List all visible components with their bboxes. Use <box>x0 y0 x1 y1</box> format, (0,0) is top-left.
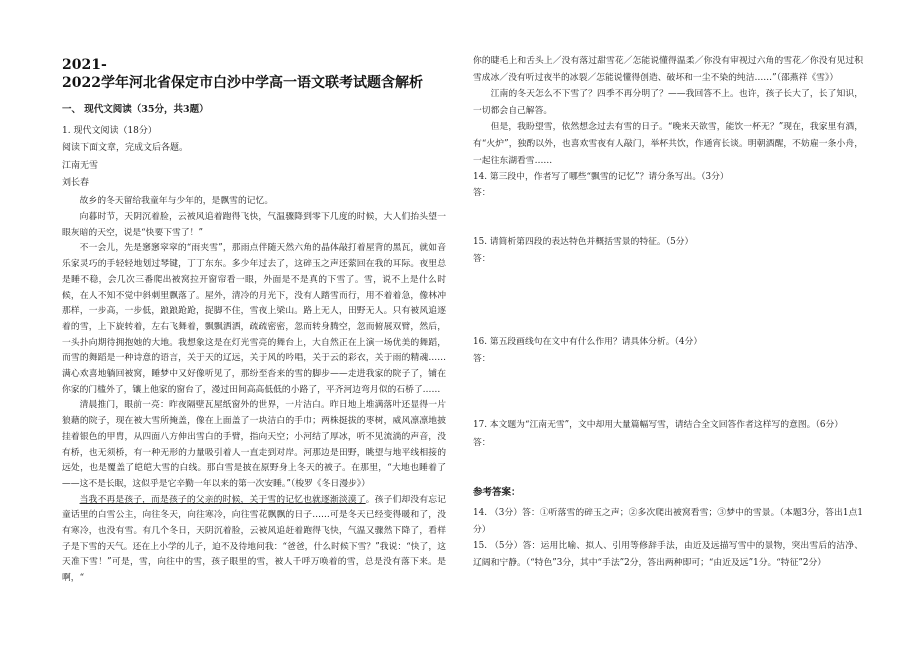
reference-answers-heading: 参考答案： <box>473 487 521 498</box>
answer-label-14: 答： <box>473 188 491 198</box>
document-title-line1: 2021- <box>62 57 107 73</box>
answer-label-15: 答： <box>473 254 491 264</box>
underlined-sentence: 当我不再是孩子，而是孩子的父亲的时候，关于雪的记忆也就逐渐淡漠了 <box>79 494 366 505</box>
article-body-right <box>473 53 863 186</box>
answer-label-17: 答： <box>473 438 491 448</box>
article-paragraph-1: 故乡的冬天留给我童年与少年的，是飘雪的记忆。 <box>79 196 274 206</box>
article-paragraph-3: 不一会儿，先是窸窸窣窣的“雨夹雪”，那雨点伴随天然六角的晶体敲打着屋背的黑瓦，就如音乐家灵巧的手轻轻地划过琴键，丁丁东东。多少年过去了，这碎玉之声还萦回在我的耳际。夜里总是睡不稳，会几次三番爬出被窝拉开窗帘看一眼，外面是不是真的下雪了。雪，说不上是什么时候，在人不知不觉中斜刺里飘落了。屋外，清冷的月光下，没有人踏雪而行，用不着着急，像林冲那样，一步高，一步低，踉踉跄跄，捉脚不住，雪夜上梁山。路上无人，田野无人。只有被风追逐着的雪，上下旋转着，左右飞舞着，飘飘洒洒，疏疏密密，忽而转身腾空，忽而俯展双臂，然后，一头扑向期待拥抱她的大地。我想象这是在灯光雪亮的舞台上，大自然正在上演一场优美的舞蹈，而雪的舞蹈是一种诗意的语言，关于天的辽远，关于风的吟唱，关于云的彩衣，关于雨的精魂……满心欢喜地躺回被窝，睡梦中又好像听见了，那纷至沓来的雪的脚步——走进我家的院子了，铺在你家的门槛外了，镶上他家的窗台了，漫过田间高高低低的小路了，平齐河边弯月似的石桥了…… <box>62 243 446 395</box>
question-14: 14. 第三段中，作者写了哪些“飘雪的记忆”？请分条写出。（3分） <box>473 172 729 183</box>
answer-label-16: 答： <box>473 354 491 364</box>
answer-15: 15. （5分）答：运用比喻、拟人、引用等修辞手法，由近及远描写雪中的景物，突出雪后的洁净、辽阔和宁静。（“特色”3分，其中“手法”2分，答出两种即可；“由近及远”1分。“特征”2分） <box>473 541 863 568</box>
question-item: 1. 现代文阅读（18分） <box>62 126 157 136</box>
section-heading: 一、 现代文阅读（35分，共3题） <box>62 104 209 115</box>
article-paragraph-5 <box>62 493 446 587</box>
question-17: 17. 本文题为“江南无雪”，文中却用大量篇幅写雪，请结合全文回答作者这样写的意图。（6分） <box>473 420 844 430</box>
answer-14: 14. （3分）答：①听落雪的碎玉之声；②多次爬出被窝看雪；③梦中的雪景。（本题3分，答出1点1分） <box>473 508 863 535</box>
article-title: 江南无雪 <box>62 160 99 171</box>
article-paragraph-8: 但是，我盼望雪，依然想念过去有雪的日子。“晚来天欲雪，能饮一杯无？”现在，我家里有酒，有“火炉”，独酌以外，也喜欢雪夜有人敲门，举杯共饮，作通宵长谈。明朝酒醒，不妨雇一条小舟，一起往东湖看雪…… <box>473 122 863 166</box>
article-paragraph-4: 清晨推门，眼前一亮：昨夜隔壁瓦屋纸窗外的世界，一片洁白。昨日地上堆满落叶还显得一片狼藉的院子，现在被大雪所掩盖，像在上面盖了一块洁白的手巾；两株挺拔的枣树，威风凛凛地披挂着银色的甲胄，从四面八方伸出雪白的手臂，指向天空；小河结了厚冰，听不见流淌的声音，没有桥，也无须桥，有一种无形的力量吸引着人一直走到对岸。河那边是田野，眺望与地平线相接的远处，也是覆盖了皑皑大雪的白线。那白雪是披在原野身上冬天的被子。在那里，“大地也睡着了——这不是长眠，这似乎是它辛勤一年以来的第一次安睡。”（梭罗《冬日漫步》） <box>62 400 446 489</box>
question-16: 16. 第五段画线句在文中有什么作用？请具体分析。（4分） <box>473 337 703 347</box>
article-paragraph-6: 你的睫毛上和舌头上／没有落过甜雪花／怎能说懂得温柔／你没有审视过六角的雪花／你没有见过积雪成冰／没有听过夜半的冰裂／怎能说懂得创造、破坏和一尘不染的纯洁……”（邵燕祥《雪》） <box>473 56 863 83</box>
question-15: 15. 请简析第四段的表达特色并概括雪景的特征。（5分） <box>473 237 694 247</box>
instruction: 阅读下面文章，完成文后各题。 <box>62 143 189 154</box>
reference-answers <box>473 505 863 571</box>
question-intro <box>62 123 446 192</box>
document-title-line2: 2022学年河北省保定市白沙中学高一语文联考试题含解析 <box>62 75 423 91</box>
article-paragraph-7: 江南的冬天怎么不下雪了？四季不再分明了？——我回答不上。也许，孩子长大了，长了知识，一切都会自己解答。 <box>473 89 863 116</box>
paragraph-5-rest: 。孩子们却没有忘记童话里的白雪公主，向往冬天，向往寒冷，向往雪花飘飘的日子……可是冬天已经变得暖和了，没有寒冷，也没有雪。有几个冬日，天阴沉着脸，云被风追赶着跑得飞快，气温又骤然下降了，看样子是下雪的天气。还在上小学的儿子，迫不及待地问我：“爸爸，什么时候下雪？”我说：“快了，这天准下雪！”可是，雪，向往中的雪，孩子眼里的雪，被人千呼万唤着的雪，总是没有落下来。是啊，“ <box>62 494 446 584</box>
article-body-left <box>62 193 446 587</box>
article-author: 刘长春 <box>62 177 90 188</box>
article-paragraph-2: 向暮时节，天阴沉着脸，云被风追着跑得飞快，气温骤降到零下几度的时候，大人们抬头望一眼灰暗的天空，说是“快要下雪了！” <box>62 212 446 238</box>
